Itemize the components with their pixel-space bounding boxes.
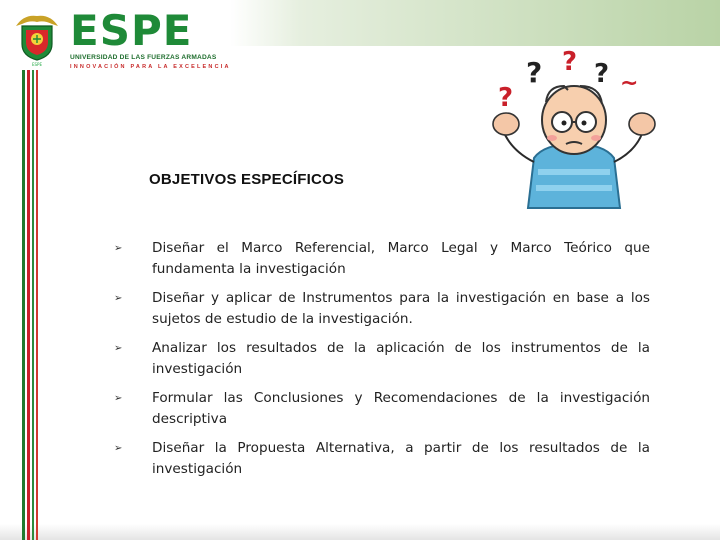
list-item [114, 438, 650, 480]
stripe-red [27, 70, 30, 540]
stripe-red-2 [36, 70, 38, 540]
objective-text: Diseñar el Marco Referencial, Marco Legal y Marco Teórico que fundamenta la investigación [152, 240, 650, 277]
objective-text: Diseñar la Propuesta Alternativa, a partir de los resultados de la investigación [152, 440, 650, 477]
stripe-green [22, 70, 25, 540]
stripe-green-2 [32, 70, 34, 540]
arrow-bullet-icon: ➢ [114, 393, 123, 404]
list-item [114, 288, 650, 330]
arrow-bullet-icon: ➢ [114, 243, 123, 254]
objective-text: Formular las Conclusiones y Recomendaciones de la investigación descriptiva [152, 390, 650, 427]
list-item [114, 388, 650, 430]
emblem-caption: ESPE [31, 62, 42, 67]
brand-subtitle: UNIVERSIDAD DE LAS FUERZAS ARMADAS [70, 54, 217, 61]
arrow-bullet-icon: ➢ [114, 443, 123, 454]
brand-slogan: INNOVACIÓN PARA LA EXCELENCIA [70, 64, 231, 70]
question-mark-icon: ~ [620, 71, 639, 96]
objectives-list [114, 238, 650, 488]
objective-text: Diseñar y aplicar de Instrumentos para la investigación en base a los sujetos de estudio de la investigación. [152, 290, 650, 327]
objective-text: Analizar los resultados de la aplicación de los instrumentos de la investigación [152, 340, 650, 377]
brand-name: ESPE [70, 6, 193, 55]
question-mark-icon: ? [498, 83, 514, 113]
side-stripes [22, 70, 40, 540]
question-mark-icon: ? [562, 47, 578, 77]
slide-title: OBJETIVOS ESPECÍFICOS [149, 171, 345, 188]
question-mark-icon: ? [594, 59, 610, 89]
arrow-bullet-icon: ➢ [114, 343, 123, 354]
confused-person-icon [488, 40, 660, 216]
question-mark-icon: ? [526, 56, 543, 89]
footer-fade [0, 524, 720, 540]
arrow-bullet-icon: ➢ [114, 293, 123, 304]
brand-logo [70, 6, 231, 72]
list-item [114, 238, 650, 280]
list-item [114, 338, 650, 380]
university-emblem-icon [12, 12, 62, 64]
